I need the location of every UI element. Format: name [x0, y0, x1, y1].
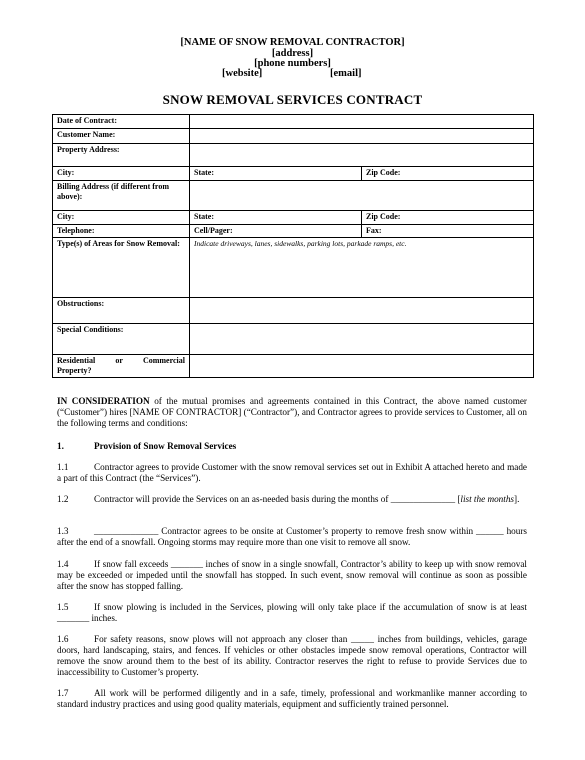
billing-address-label: Billing Address (if different from above): [53, 181, 190, 211]
special-conditions-label: Special Conditions: [53, 324, 190, 355]
telephone-label: Telephone: [53, 225, 190, 238]
cell-label: Cell/Pager: [190, 225, 362, 238]
clause-1-2-number: 1.2 [57, 494, 69, 504]
clause-1-1 [57, 462, 527, 484]
billing-zip-label: Zip Code: [362, 211, 534, 225]
fax-label: Fax: [362, 225, 534, 238]
clause-1-2-hint: list the months [460, 494, 515, 504]
clause-1-2 [57, 494, 527, 505]
clause-1-4-number: 1.4 [57, 559, 69, 569]
clause-1-5-number: 1.5 [57, 602, 69, 612]
clause-1-5 [57, 602, 527, 624]
areas-label: Type(s) of Areas for Snow Removal: [53, 238, 190, 298]
zip-label: Zip Code: [362, 167, 534, 181]
billing-address-field[interactable] [190, 181, 534, 211]
clause-1-6-number: 1.6 [57, 634, 69, 644]
consideration-text: of the mutual promises and agreements contained in this Contract, the above named customer (“Customer”) hires [NAME OF CONTRACTOR] (“Contractor”), and Contractor agrees to provide services to Customer, all on the following terms and conditions: [57, 396, 527, 428]
customer-name-field[interactable] [190, 129, 534, 144]
clause-1-4-text: If snow fall exceeds _______ inches of snow in a single snowfall, Contractor’s ability to keep up with snow removal may be exceeded or impeded until the snowfall has stopped. In such event, snow removal will continue as soon as possible after the snow has stopped falling. [57, 559, 527, 591]
clause-1-3 [57, 526, 527, 548]
consideration-lead: IN CONSIDERATION [57, 396, 150, 406]
clause-1-2-end: ]. [514, 494, 520, 504]
state-label: State: [190, 167, 362, 181]
billing-state-label: State: [190, 211, 362, 225]
clause-1-6-text: For safety reasons, snow plows will not approach any closer than _____ inches from buildings, vehicles, garage doors, hard landscaping, stairs, and fences. If vehicles or other obstacles impede snow removal operations, Contractor will remove the snow around them to the best of its ability. Contractor reserves the right to refuse to provide Services due to inaccessibility to Customer’s property. [57, 634, 527, 677]
customer-info-table [52, 114, 534, 378]
contractor-phone: [phone numbers] [254, 58, 331, 69]
customer-name-label: Customer Name: [53, 129, 190, 144]
consideration-paragraph [57, 396, 527, 429]
contractor-address: [address] [271, 48, 314, 59]
section-1-number: 1. [57, 441, 64, 451]
document-title: SNOW REMOVAL SERVICES CONTRACT [162, 92, 423, 107]
section-1-heading [57, 441, 236, 451]
clause-1-7-text: All work will be performed diligently and in a safe, timely, professional and workmanlike manner according to standard industry practices and using good quality materials, equipment and sufficiently trained personnel. [57, 688, 527, 709]
section-1-title: Provision of Snow Removal Services [94, 441, 237, 451]
clause-1-3-number: 1.3 [57, 526, 69, 536]
clause-1-1-number: 1.1 [57, 462, 69, 472]
contractor-name: [NAME OF SNOW REMOVAL CONTRACTOR] [180, 37, 405, 48]
property-address-field[interactable] [190, 144, 534, 167]
property-address-label: Property Address: [53, 144, 190, 167]
contractor-email: [email] [330, 68, 362, 79]
areas-hint: Indicate driveways, lanes, sidewalks, parking lots, parkade ramps, etc. [194, 239, 407, 248]
billing-city-label: City: [53, 211, 190, 225]
areas-field[interactable] [190, 238, 534, 298]
clause-1-6 [57, 634, 527, 678]
property-type-field[interactable] [190, 355, 534, 378]
date-of-contract-label: Date of Contract: [53, 115, 190, 129]
clause-1-1-text: Contractor agrees to provide Customer with the snow removal services set out in Exhibit A attached hereto and made a part of this Contract (the “Services”). [57, 462, 527, 483]
obstructions-label: Obstructions: [53, 298, 190, 324]
clause-1-4 [57, 559, 527, 592]
clause-1-5-text: If snow plowing is included in the Services, plowing will only take place if the accumulation of snow is at least _______ inches. [57, 602, 527, 623]
clause-1-3-text: ______________ Contractor agrees to be onsite at Customer’s property to remove fresh snow within ______ hours after the end of a snowfall. Ongoing storms may require more than one visit to remove all snow. [57, 526, 527, 547]
property-type-label: Residential or Commercial Property? [53, 355, 190, 378]
obstructions-field[interactable] [190, 298, 534, 324]
contractor-website: [website] [222, 68, 263, 79]
clause-1-2-text: Contractor will provide the Services on an as-needed basis during the months of ______________ [ [94, 494, 461, 504]
city-label: City: [53, 167, 190, 181]
clause-1-7-number: 1.7 [57, 688, 69, 698]
date-of-contract-field[interactable] [190, 115, 534, 129]
clause-1-7 [57, 688, 527, 710]
special-conditions-field[interactable] [190, 324, 534, 355]
